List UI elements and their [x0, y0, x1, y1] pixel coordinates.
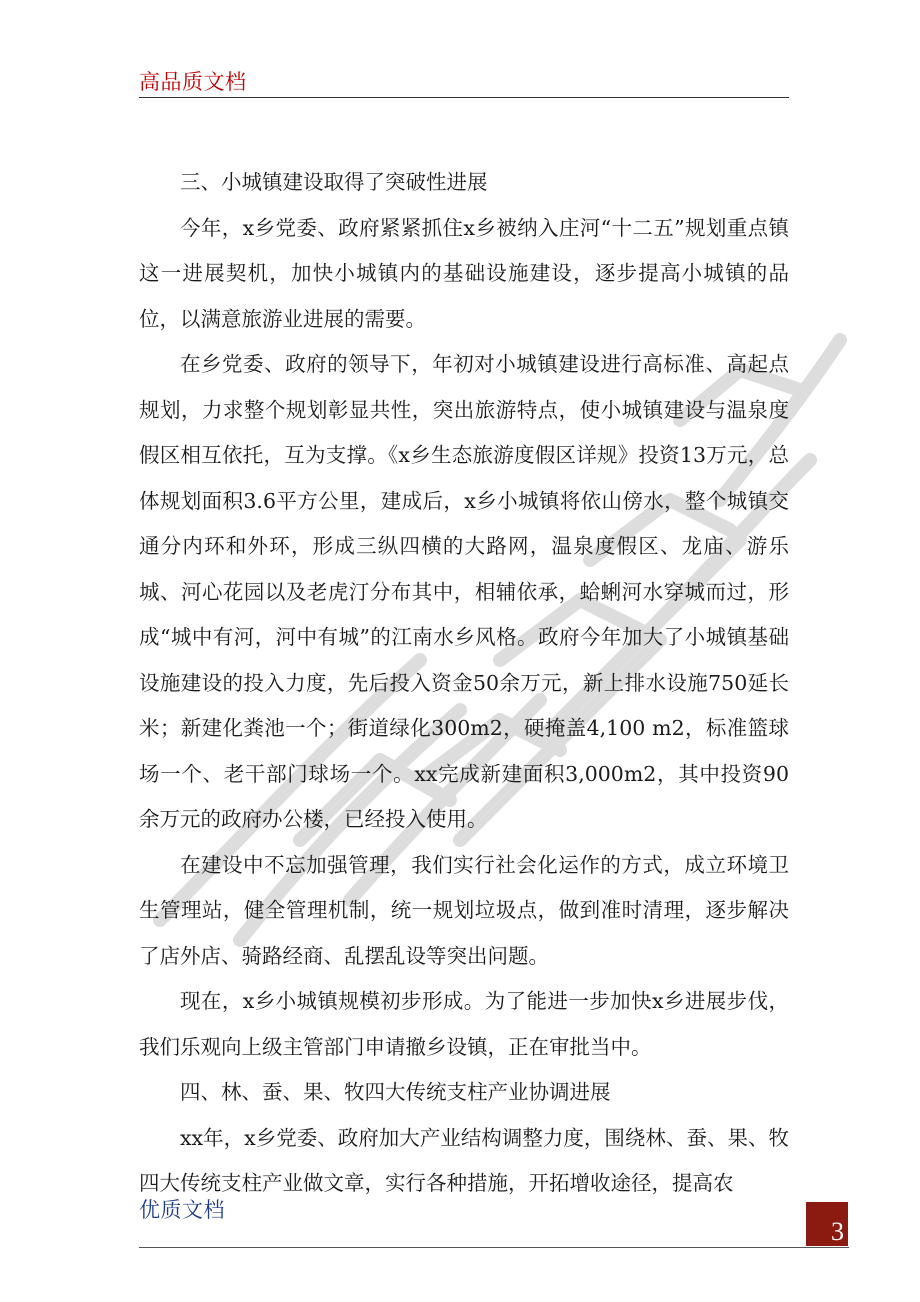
body-paragraph: 在乡党委、政府的领导下，年初对小城镇建设进行高标准、高起点规划，力求整个规划彰显共性，突出旅游特点，使小城镇建设与温泉度假区相互依托，互为支撑。《x乡生态旅游度假区详规》投资13万元，总体规划面积3.6平方公里，建成后，x乡小城镇将依山傍水，整个城镇交通分内环和外环，形成三纵四横的大路网，温泉度假区、龙庙、游乐城、河心花园以及老虎汀分布其中，相辅依承，蛤蜊河水穿城而过，形成“城中有河，河中有城”的江南水乡风格。政府今年加大了小城镇基础设施建设的投入力度，先后投入资金50余万元，新上排水设施750延长米；新建化粪池一个；街道绿化300m2，硬掩盖4,100 m2，标准篮球场一个、老干部门球场一个。xx完成新建面积3,000m2，其中投资90余万元的政府办公楼，已经投入使用。	[139, 352, 789, 831]
document-footer-title: 优质文档	[139, 1198, 225, 1222]
document-header-title: 高品质文档	[139, 70, 247, 94]
body-paragraph: xx年，x乡党委、政府加大产业结构调整力度，围绕林、蚕、果、牧四大传统支柱产业做文章，实行各种措施，开拓增收途径，提高农	[139, 1125, 789, 1195]
page-number-badge: 3	[806, 1202, 848, 1246]
section-heading: 四、林、蚕、果、牧四大传统支柱产业协调进展	[180, 1080, 611, 1104]
section-heading: 三、小城镇建设取得了突破性进展	[180, 170, 488, 194]
footer-divider	[139, 1247, 849, 1248]
body-paragraph: 现在，x乡小城镇规模初步形成。为了能进一步加快x乡进展步伐，我们乐观向上级主管部门申请撤乡设镇，正在审批当中。	[139, 989, 789, 1059]
document-body	[139, 160, 789, 1207]
header-divider	[139, 97, 789, 98]
body-paragraph: 在建设中不忘加强管理，我们实行社会化运作的方式，成立环境卫生管理站，健全管理机制，统一规划垃圾点，做到准时清理，逐步解决了店外店、骑路经商、乱摆乱设等突出问题。	[139, 852, 789, 968]
body-paragraph: 今年，x乡党委、政府紧紧抓住x乡被纳入庄河“十二五”规划重点镇这一进展契机，加快小城镇内的基础设施建设，逐步提高小城镇的品位，以满意旅游业进展的需要。	[139, 215, 789, 331]
